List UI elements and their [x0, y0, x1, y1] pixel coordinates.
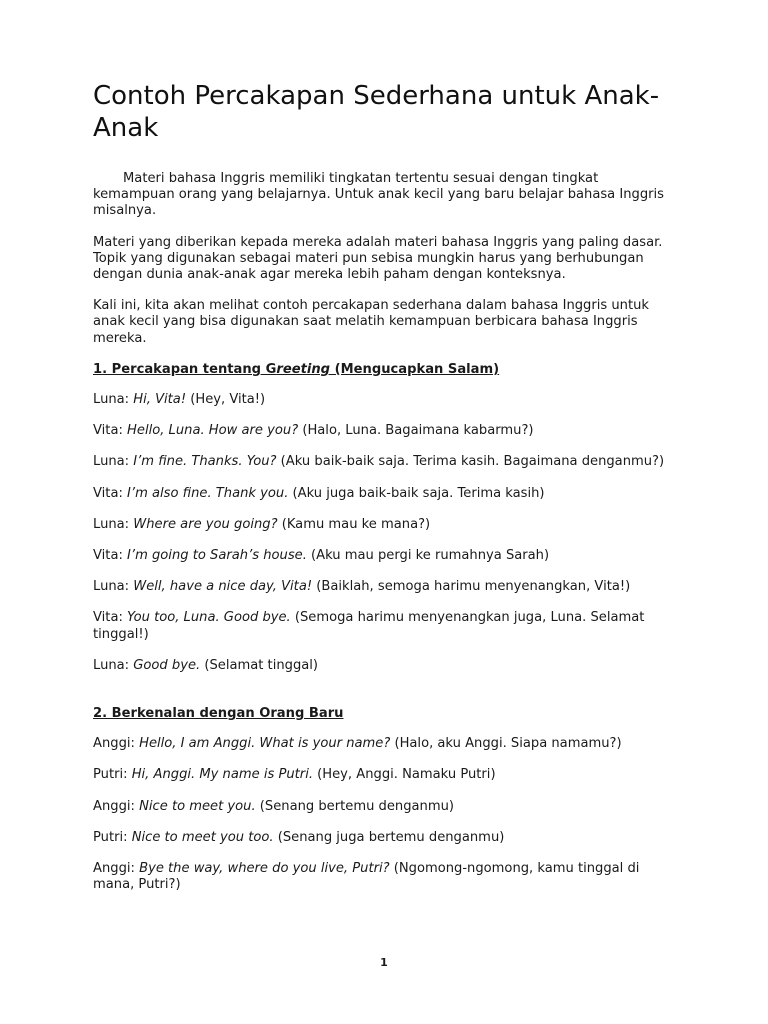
document-body — [93, 171, 683, 908]
translation: (Halo, aku Anggi. Siapa namamu?) — [390, 736, 622, 752]
dialogue-line — [93, 736, 683, 752]
dialogue-line — [93, 517, 683, 533]
translation: (Selamat tinggal) — [200, 657, 319, 673]
speaker-name: Anggi: — [93, 736, 140, 752]
dialogue-line — [93, 610, 683, 642]
english-phrase: I’m going to Sarah’s house. — [127, 548, 307, 564]
speaker-name: Vita: — [93, 423, 128, 439]
english-phrase: Hi, Vita! — [133, 392, 187, 408]
translation: (Aku mau pergi ke rumahnya Sarah) — [306, 548, 550, 564]
translation: (Hey, Vita!) — [186, 392, 266, 408]
dialogue-line — [93, 423, 683, 439]
english-phrase: I’m fine. Thanks. You? — [133, 454, 277, 470]
translation: (Semoga harimu menyenangkan juga, Luna. Selamat tinggal!) — [93, 610, 645, 642]
intro-paragraph-2: Materi yang diberikan kepada mereka adalah materi bahasa Inggris yang paling dasar. Topik yang digunakan sebagai materi pun sebisa mungkin harus yang berhubungan dengan dunia anak-anak agar mereka lebih paham dengan konteksnya. — [93, 234, 663, 283]
translation: (Senang juga bertemu denganmu) — [273, 829, 505, 845]
speaker-name: Vita: — [93, 548, 128, 564]
dialogue-line — [93, 548, 683, 564]
dialogue-line — [93, 767, 683, 783]
section-1-heading-italic: reeting — [276, 361, 331, 377]
speaker-name: Putri: — [93, 767, 132, 783]
document-title: Contoh Percakapan Sederhana untuk Anak-Anak — [93, 81, 660, 143]
english-phrase: Nice to meet you too. — [131, 829, 274, 845]
translation: (Baiklah, semoga harimu menyenangkan, Vita!) — [312, 579, 631, 595]
dialogue-line — [93, 454, 683, 470]
speaker-name: Vita: — [93, 485, 128, 501]
speaker-name: Luna: — [93, 454, 134, 470]
intro-paragraph-3: Kali ini, kita akan melihat contoh percakapan sederhana dalam bahasa Inggris untuk anak kecil yang bisa digunakan saat melatih kemampuan berbicara bahasa Inggris mereka. — [93, 298, 649, 346]
english-phrase: Good bye. — [133, 657, 201, 673]
speaker-name: Anggi: — [93, 798, 140, 814]
english-phrase: I’m also fine. Thank you. — [127, 485, 289, 501]
translation: (Halo, Luna. Bagaimana kabarmu?) — [298, 423, 534, 439]
dialogue-line — [93, 658, 683, 674]
english-phrase: Well, have a nice day, Vita! — [133, 579, 313, 595]
english-phrase: Nice to meet you. — [139, 798, 256, 814]
section-1-dialogue — [93, 392, 683, 674]
english-phrase: Hello, Luna. How are you? — [127, 423, 299, 439]
dialogue-line — [93, 799, 683, 815]
english-phrase: Bye the way, where do you live, Putri? — [139, 861, 390, 877]
english-phrase: Where are you going? — [133, 516, 278, 532]
english-phrase: Hello, I am Anggi. What is your name? — [139, 736, 391, 752]
section-1-heading-prefix: 1. Percakapan tentang G — [93, 361, 277, 377]
translation: (Kamu mau ke mana?) — [277, 516, 431, 532]
dialogue-line — [93, 579, 683, 595]
dialogue-line — [93, 830, 683, 846]
intro-paragraph-1: Materi bahasa Inggris memiliki tingkatan tertentu sesuai dengan tingkat kemampuan orang yang belajarnya. Untuk anak kecil yang baru belajar bahasa Inggris misalnya. — [93, 171, 664, 219]
english-phrase: Hi, Anggi. My name is Putri. — [131, 767, 313, 783]
page-number: 1 — [380, 956, 388, 969]
dialogue-line — [93, 486, 683, 502]
translation: (Ngomong-ngomong, kamu tinggal di mana, Putri?) — [93, 861, 640, 893]
speaker-name: Vita: — [93, 610, 128, 626]
speaker-name: Luna: — [93, 392, 134, 408]
section-1-heading-suffix: (Mengucapkan Salam) — [330, 361, 500, 377]
translation: (Aku juga baik-baik saja. Terima kasih) — [288, 485, 545, 501]
dialogue-line — [93, 392, 683, 408]
translation: (Hey, Anggi. Namaku Putri) — [313, 767, 496, 783]
english-phrase: You too, Luna. Good bye. — [127, 610, 291, 626]
speaker-name: Anggi: — [93, 861, 140, 877]
section-2-heading: 2. Berkenalan dengan Orang Baru — [93, 706, 344, 722]
section-1-heading — [93, 362, 683, 378]
translation: (Aku baik-baik saja. Terima kasih. Bagaimana denganmu?) — [276, 454, 665, 470]
speaker-name: Putri: — [93, 829, 132, 845]
translation: (Senang bertemu denganmu) — [255, 798, 454, 814]
section-2-dialogue — [93, 736, 683, 893]
dialogue-line — [93, 861, 683, 893]
speaker-name: Luna: — [93, 579, 134, 595]
speaker-name: Luna: — [93, 516, 134, 532]
speaker-name: Luna: — [93, 657, 134, 673]
